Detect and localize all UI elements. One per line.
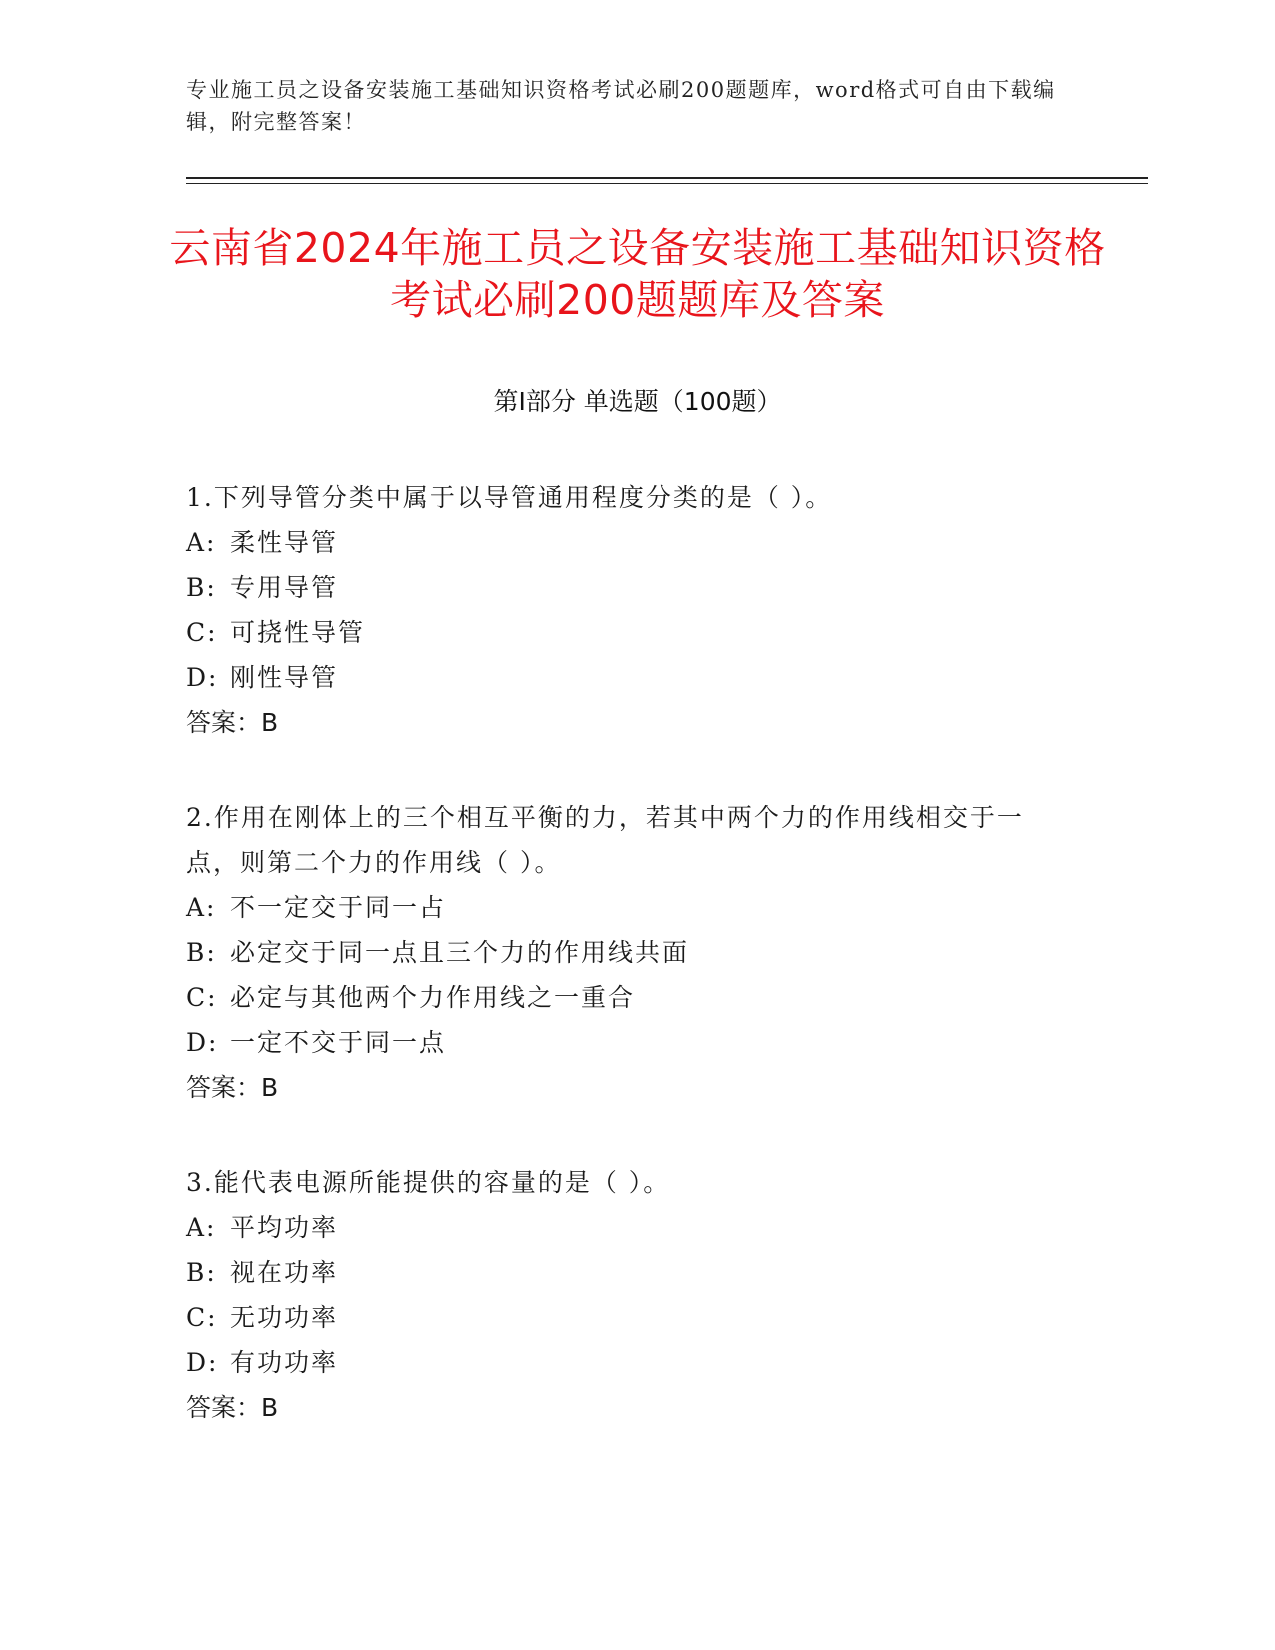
option-c xyxy=(186,610,1066,655)
question-item xyxy=(186,475,1066,745)
option-key: C: xyxy=(186,983,218,1012)
option-d xyxy=(186,1340,1066,1385)
option-text: 专用导管 xyxy=(230,573,339,602)
header-divider-thick xyxy=(186,177,1148,179)
option-key: A: xyxy=(186,893,217,922)
option-key: A: xyxy=(186,1213,217,1242)
option-text: 平均功率 xyxy=(230,1213,339,1242)
option-b xyxy=(186,1250,1066,1295)
option-text: 可挠性导管 xyxy=(230,618,366,647)
question-item xyxy=(186,795,1066,1110)
option-a xyxy=(186,885,1066,930)
answer-line: 答案：B xyxy=(186,1393,279,1422)
answer-line: 答案：B xyxy=(186,1073,279,1102)
option-c xyxy=(186,975,1066,1020)
option-key: B: xyxy=(186,1258,217,1287)
question-list xyxy=(186,475,1066,1480)
option-b xyxy=(186,565,1066,610)
question-stem: 2.作用在刚体上的三个相互平衡的力，若其中两个力的作用线相交于一点，则第二个力的作用线（ ）。 xyxy=(186,803,1024,877)
option-text: 一定不交于同一点 xyxy=(230,1028,447,1057)
option-key: C: xyxy=(186,618,218,647)
answer-line: 答案：B xyxy=(186,708,279,737)
option-text: 视在功率 xyxy=(230,1258,339,1287)
header-note: 专业施工员之设备安装施工基础知识资格考试必刷200题题库，word格式可自由下载编辑，附完整答案！ xyxy=(186,78,1056,134)
option-d xyxy=(186,655,1066,700)
option-text: 无功功率 xyxy=(230,1303,339,1332)
option-text: 柔性导管 xyxy=(230,528,339,557)
option-b xyxy=(186,930,1066,975)
question-item xyxy=(186,1160,1066,1430)
option-key: A: xyxy=(186,528,217,557)
option-key: B: xyxy=(186,938,217,967)
question-stem: 1.下列导管分类中属于以导管通用程度分类的是（ ）。 xyxy=(186,483,833,512)
section-heading: 第Ⅰ部分 单选题（100题） xyxy=(493,387,782,416)
header-divider-thin xyxy=(186,183,1148,184)
option-text: 有功功率 xyxy=(230,1348,339,1377)
document-title: 云南省2024年施工员之设备安装施工基础知识资格考试必刷200题题库及答案 xyxy=(169,224,1106,324)
option-key: D: xyxy=(186,663,219,692)
option-key: D: xyxy=(186,1348,219,1377)
option-a xyxy=(186,520,1066,565)
option-key: D: xyxy=(186,1028,219,1057)
option-d xyxy=(186,1020,1066,1065)
option-text: 必定交于同一点且三个力的作用线共面 xyxy=(230,938,690,967)
option-text: 刚性导管 xyxy=(230,663,339,692)
option-c xyxy=(186,1295,1066,1340)
option-a xyxy=(186,1205,1066,1250)
option-text: 必定与其他两个力作用线之一重合 xyxy=(230,983,636,1012)
option-key: B: xyxy=(186,573,217,602)
option-key: C: xyxy=(186,1303,218,1332)
option-text: 不一定交于同一占 xyxy=(230,893,447,922)
question-stem: 3.能代表电源所能提供的容量的是（ ）。 xyxy=(186,1168,671,1197)
